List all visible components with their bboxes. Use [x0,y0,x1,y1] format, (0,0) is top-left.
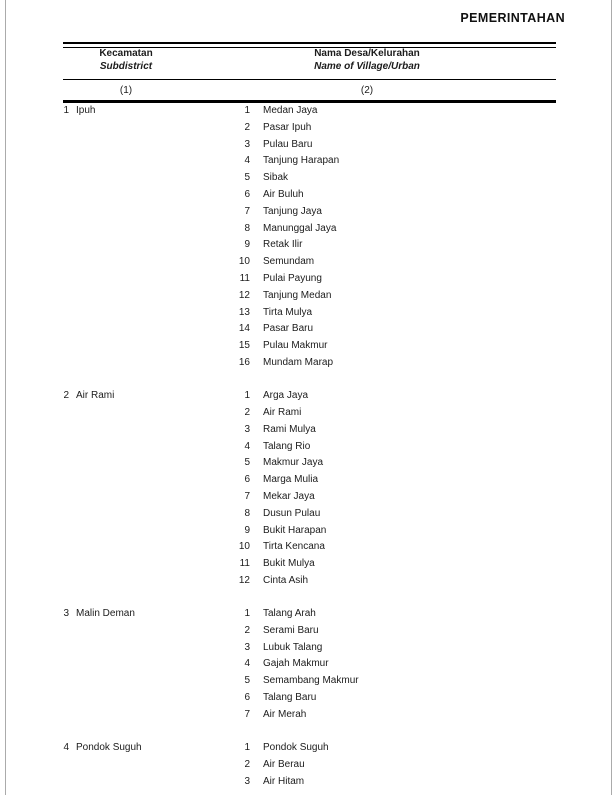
col2-index-label: (2) [360,85,374,96]
village-number: 13 [238,306,250,318]
table-row [63,489,556,506]
village-number: 10 [238,256,250,268]
table-row [63,455,556,472]
col2-header-title: Nama Desa/Kelurahan [314,48,420,59]
village-name: Semundam [263,256,315,268]
village-name: Cinta Asih [263,574,309,586]
table-row [63,690,556,707]
village-number: 14 [238,323,250,335]
table-row [63,355,556,372]
table-row [63,170,556,187]
village-name: Serami Baru [263,624,319,636]
village-name: Air Buluh [263,188,304,200]
village-name: Pulau Baru [263,138,313,150]
village-name: Manunggal Jaya [263,222,337,234]
village-number: 7 [244,490,250,502]
village-name: Semambang Makmur [263,675,359,687]
village-number: 4 [244,155,250,167]
village-name: Retak Ilir [263,239,303,251]
village-name: Bukit Mulya [263,558,315,570]
table-row [63,740,556,757]
village-name: Gajah Makmur [263,658,329,670]
page-left-border [5,0,6,795]
table-row [63,153,556,170]
table-row [63,623,556,640]
table-row [63,237,556,254]
table-row [63,422,556,439]
village-name: Tirta Mulya [263,306,313,318]
subdistrict-group [63,606,556,724]
village-number: 1 [244,608,250,620]
village-name: Mekar Jaya [263,490,315,502]
table-row [63,204,556,221]
table-row [63,506,556,523]
village-name: Tanjung Medan [263,289,332,301]
village-number: 5 [244,172,250,184]
subdistrict-name: Air Rami [76,390,115,402]
village-number: 2 [244,406,250,418]
village-name: Arga Jaya [263,390,309,402]
village-name: Rami Mulya [263,423,316,435]
village-name: Pasar Baru [263,323,314,335]
table-row [63,388,556,405]
village-name: Pulau Makmur [263,340,328,352]
table-row [63,221,556,238]
village-name: Bukit Harapan [263,524,327,536]
table-row [63,305,556,322]
village-number: 2 [244,121,250,133]
table-row [63,573,556,590]
table-row [63,254,556,271]
table-row [63,523,556,540]
page-right-border [611,0,612,795]
village-name: Talang Arah [263,608,316,620]
subdistrict-group [63,740,556,790]
chapter-title: PEMERINTAHAN [460,11,565,25]
village-name: Tanjung Harapan [263,155,340,167]
table-row [63,707,556,724]
subdistrict-name: Ipuh [76,105,96,116]
village-name: Makmur Jaya [263,457,324,469]
subdistrict-group [63,103,556,372]
subdistrict-number: 1 [63,105,69,116]
village-number: 11 [239,558,250,570]
village-number: 3 [244,423,250,435]
village-name: Pasar Ipuh [263,121,312,133]
header-separator-rule [63,79,556,80]
village-name: Mundam Marap [263,356,334,368]
village-number: 10 [238,541,250,553]
col1-index-label: (1) [119,85,133,96]
village-name: Tanjung Jaya [263,205,322,217]
subdistrict-group [63,388,556,590]
village-number: 4 [244,658,250,670]
table-row [63,656,556,673]
village-number: 7 [244,205,250,217]
village-name: Air Rami [263,406,302,418]
village-number: 11 [239,272,250,284]
village-number: 15 [238,340,250,352]
village-name: Air Hitam [263,775,305,787]
table-row [63,556,556,573]
table-body [63,103,556,790]
village-number: 6 [244,474,250,486]
village-number: 16 [238,356,250,368]
village-number: 9 [244,239,250,251]
table-row [63,472,556,489]
village-number: 2 [244,758,250,770]
village-number: 6 [244,692,250,704]
village-number: 1 [244,390,250,402]
subdistrict-name: Pondok Suguh [76,742,142,754]
village-name: Medan Jaya [263,105,318,116]
village-name: Pondok Suguh [263,742,329,754]
col1-header-title: Kecamatan [99,48,153,59]
table-row [63,288,556,305]
village-number: 12 [238,574,250,586]
village-number: 7 [244,708,250,720]
village-name: Talang Baru [263,692,317,704]
table-row [63,271,556,288]
village-number: 5 [244,675,250,687]
table-row [63,187,556,204]
village-number: 4 [244,440,250,452]
subdistrict-number: 2 [63,390,69,402]
village-number: 1 [244,105,250,116]
village-number: 3 [244,641,250,653]
village-number: 3 [244,775,250,787]
table-row [63,774,556,791]
village-number: 5 [244,457,250,469]
village-name: Air Merah [263,708,307,720]
table-row [63,321,556,338]
table-row [63,606,556,623]
village-number: 1 [244,742,250,754]
village-number: 12 [238,289,250,301]
village-number: 9 [244,524,250,536]
table-row [63,673,556,690]
village-name: Talang Rio [263,440,311,452]
table-row [63,120,556,137]
village-number: 8 [244,222,250,234]
village-name: Pulai Payung [263,272,322,284]
village-number: 3 [244,138,250,150]
subdistrict-number: 4 [63,742,69,754]
table-row [63,405,556,422]
table-row [63,757,556,774]
village-name: Air Berau [263,758,305,770]
table-row [63,137,556,154]
table-row [63,103,556,120]
village-name: Sibak [263,172,289,184]
village-number: 2 [244,624,250,636]
village-name: Marga Mulia [263,474,319,486]
table-row [63,539,556,556]
table-row [63,439,556,456]
village-number: 8 [244,507,250,519]
col1-header-subtitle: Subdistrict [99,61,153,72]
subdistrict-name: Malin Deman [76,608,135,620]
table-row [63,338,556,355]
village-name: Tirta Kencana [263,541,325,553]
col2-header-subtitle: Name of Village/Urban [314,61,420,72]
subdistrict-number: 3 [63,608,69,620]
village-name: Lubuk Talang [263,641,323,653]
table-row [63,640,556,657]
village-name: Dusun Pulau [263,507,321,519]
village-number: 6 [244,188,250,200]
